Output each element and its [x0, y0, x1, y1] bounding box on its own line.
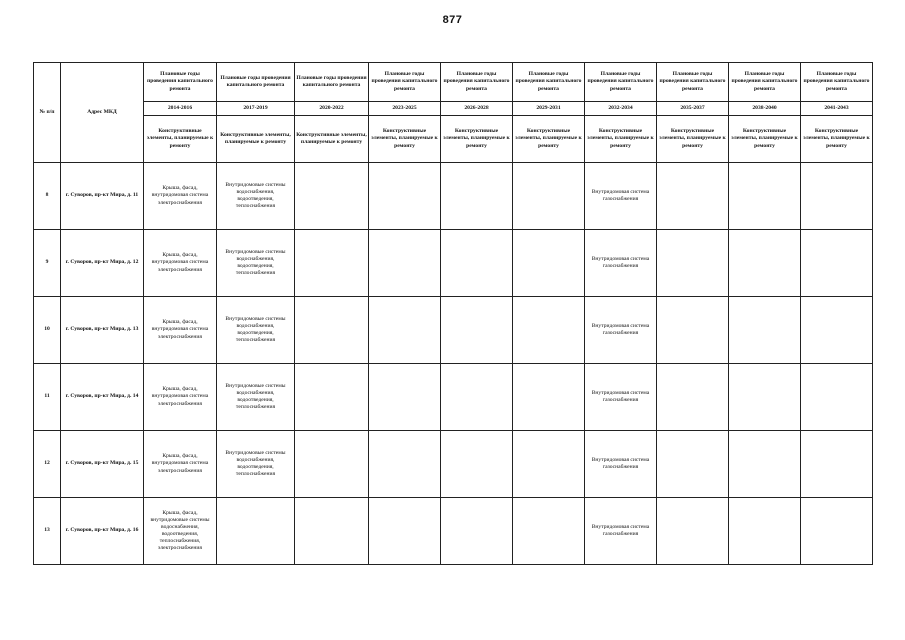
header-period-years: 2014-2016 [144, 102, 217, 116]
header-period-years: 2029-2031 [513, 102, 585, 116]
header-period-title: Плановые годы проведения капитального ремонта [295, 63, 369, 102]
table-row [34, 498, 873, 565]
capital-repair-plan-table [33, 62, 873, 565]
row-cell: Внутридомовая система газоснабжения [585, 364, 657, 431]
row-cell [295, 230, 369, 297]
row-cell: Внутридомовые системы водоснабжения, водоотведения, теплоснабжения [217, 364, 295, 431]
row-cell [369, 498, 441, 565]
row-cell [295, 498, 369, 565]
row-cell [513, 163, 585, 230]
header-period-title: Плановые годы проведения капитального ремонта [144, 63, 217, 102]
header-period-title: Плановые годы проведения капитального ремонта [729, 63, 801, 102]
header-row-title [34, 63, 873, 102]
header-period-title: Плановые годы проведения капитального ремонта [513, 63, 585, 102]
header-period-title: Плановые годы проведения капитального ремонта [217, 63, 295, 102]
row-cell [801, 364, 873, 431]
row-cell [513, 297, 585, 364]
row-cell: Внутридомовая система газоснабжения [585, 498, 657, 565]
row-cell: Внутридомовые системы водоснабжения, водоотведения, теплоснабжения [217, 431, 295, 498]
row-cell [369, 163, 441, 230]
header-period-years: 2026-2028 [441, 102, 513, 116]
table-row [34, 297, 873, 364]
row-cell [729, 498, 801, 565]
row-cell: Крыша, фасад, внутридомовая система электроснабжения [144, 297, 217, 364]
header-period-title: Плановые годы проведения капитального ремонта [585, 63, 657, 102]
header-period-elements: Конструктивные элементы, планируемые к ремонту [295, 116, 369, 163]
row-cell: Внутридомовая система газоснабжения [585, 431, 657, 498]
row-cell [217, 498, 295, 565]
header-period-elements: Конструктивные элементы, планируемые к ремонту [657, 116, 729, 163]
header-period-elements: Конструктивные элементы, планируемые к ремонту [729, 116, 801, 163]
row-cell [657, 431, 729, 498]
header-period-elements: Конструктивные элементы, планируемые к ремонту [585, 116, 657, 163]
row-cell: Внутридомовая система газоснабжения [585, 163, 657, 230]
row-cell [801, 431, 873, 498]
header-period-elements: Конструктивные элементы, планируемые к ремонту [369, 116, 441, 163]
header-period-elements: Конструктивные элементы, планируемые к ремонту [441, 116, 513, 163]
header-period-years: 2032-2034 [585, 102, 657, 116]
row-cell: Крыша, фасад, внутридомовые системы водоснабжения, водоотведения, теплоснабжения, электроснабжения [144, 498, 217, 565]
header-row-elements [34, 116, 873, 163]
row-cell [801, 230, 873, 297]
header-period-title: Плановые годы проведения капитального ремонта [657, 63, 729, 102]
row-cell [369, 431, 441, 498]
row-cell [369, 297, 441, 364]
row-cell [441, 431, 513, 498]
row-cell: Крыша, фасад, внутридомовая система электроснабжения [144, 364, 217, 431]
row-cell [295, 163, 369, 230]
header-period-title: Плановые годы проведения капитального ремонта [801, 63, 873, 102]
row-cell [369, 230, 441, 297]
row-cell [729, 297, 801, 364]
header-period-elements: Конструктивные элементы, планируемые к ремонту [801, 116, 873, 163]
row-cell [729, 230, 801, 297]
row-cell [729, 163, 801, 230]
row-cell [441, 163, 513, 230]
row-number: 9 [34, 230, 61, 297]
header-num: № п/п [34, 63, 61, 163]
table-row [34, 163, 873, 230]
row-address: г. Суворов, пр-кт Мира, д. 11 [61, 163, 144, 230]
row-address: г. Суворов, пр-кт Мира, д. 15 [61, 431, 144, 498]
header-row-years [34, 102, 873, 116]
row-cell [729, 364, 801, 431]
row-cell [801, 498, 873, 565]
row-cell: Внутридомовые системы водоснабжения, водоотведения, теплоснабжения [217, 163, 295, 230]
row-cell [801, 163, 873, 230]
row-cell [801, 297, 873, 364]
row-cell [295, 431, 369, 498]
header-period-years: 2017-2019 [217, 102, 295, 116]
row-number: 12 [34, 431, 61, 498]
header-period-elements: Конструктивные элементы, планируемые к ремонту [144, 116, 217, 163]
row-cell: Внутридомовая система газоснабжения [585, 230, 657, 297]
row-cell: Крыша, фасад, внутридомовая система электроснабжения [144, 163, 217, 230]
table-row [34, 364, 873, 431]
row-cell: Внутридомовые системы водоснабжения, водоотведения, теплоснабжения [217, 297, 295, 364]
header-address: Адрес МКД [61, 63, 144, 163]
row-cell: Крыша, фасад, внутридомовая система электроснабжения [144, 230, 217, 297]
row-cell [441, 364, 513, 431]
row-address: г. Суворов, пр-кт Мира, д. 14 [61, 364, 144, 431]
table-row [34, 431, 873, 498]
row-number: 10 [34, 297, 61, 364]
row-cell [295, 297, 369, 364]
row-cell [513, 364, 585, 431]
row-cell: Крыша, фасад, внутридомовая система электроснабжения [144, 431, 217, 498]
row-address: г. Суворов, пр-кт Мира, д. 12 [61, 230, 144, 297]
row-cell [729, 431, 801, 498]
row-cell [369, 364, 441, 431]
row-cell [295, 364, 369, 431]
header-period-years: 2041-2043 [801, 102, 873, 116]
row-cell [513, 431, 585, 498]
header-period-years: 2035-2037 [657, 102, 729, 116]
row-cell [657, 230, 729, 297]
row-address: г. Суворов, пр-кт Мира, д. 13 [61, 297, 144, 364]
row-number: 8 [34, 163, 61, 230]
header-period-elements: Конструктивные элементы, планируемые к ремонту [217, 116, 295, 163]
page-number: 877 [442, 14, 463, 26]
row-cell [513, 230, 585, 297]
row-cell [657, 498, 729, 565]
row-cell: Внутридомовые системы водоснабжения, водоотведения, теплоснабжения [217, 230, 295, 297]
row-cell: Внутридомовая система газоснабжения [585, 297, 657, 364]
row-address: г. Суворов, пр-кт Мира, д. 16 [61, 498, 144, 565]
row-cell [657, 364, 729, 431]
row-cell [441, 230, 513, 297]
header-period-title: Плановые годы проведения капитального ремонта [369, 63, 441, 102]
row-cell [513, 498, 585, 565]
row-cell [441, 498, 513, 565]
header-period-years: 2023-2025 [369, 102, 441, 116]
row-number: 11 [34, 364, 61, 431]
row-cell [657, 297, 729, 364]
header-period-elements: Конструктивные элементы, планируемые к ремонту [513, 116, 585, 163]
header-period-years: 2038-2040 [729, 102, 801, 116]
row-number: 13 [34, 498, 61, 565]
header-period-title: Плановые годы проведения капитального ремонта [441, 63, 513, 102]
header-period-years: 2020-2022 [295, 102, 369, 116]
row-cell [657, 163, 729, 230]
table-row [34, 230, 873, 297]
row-cell [441, 297, 513, 364]
